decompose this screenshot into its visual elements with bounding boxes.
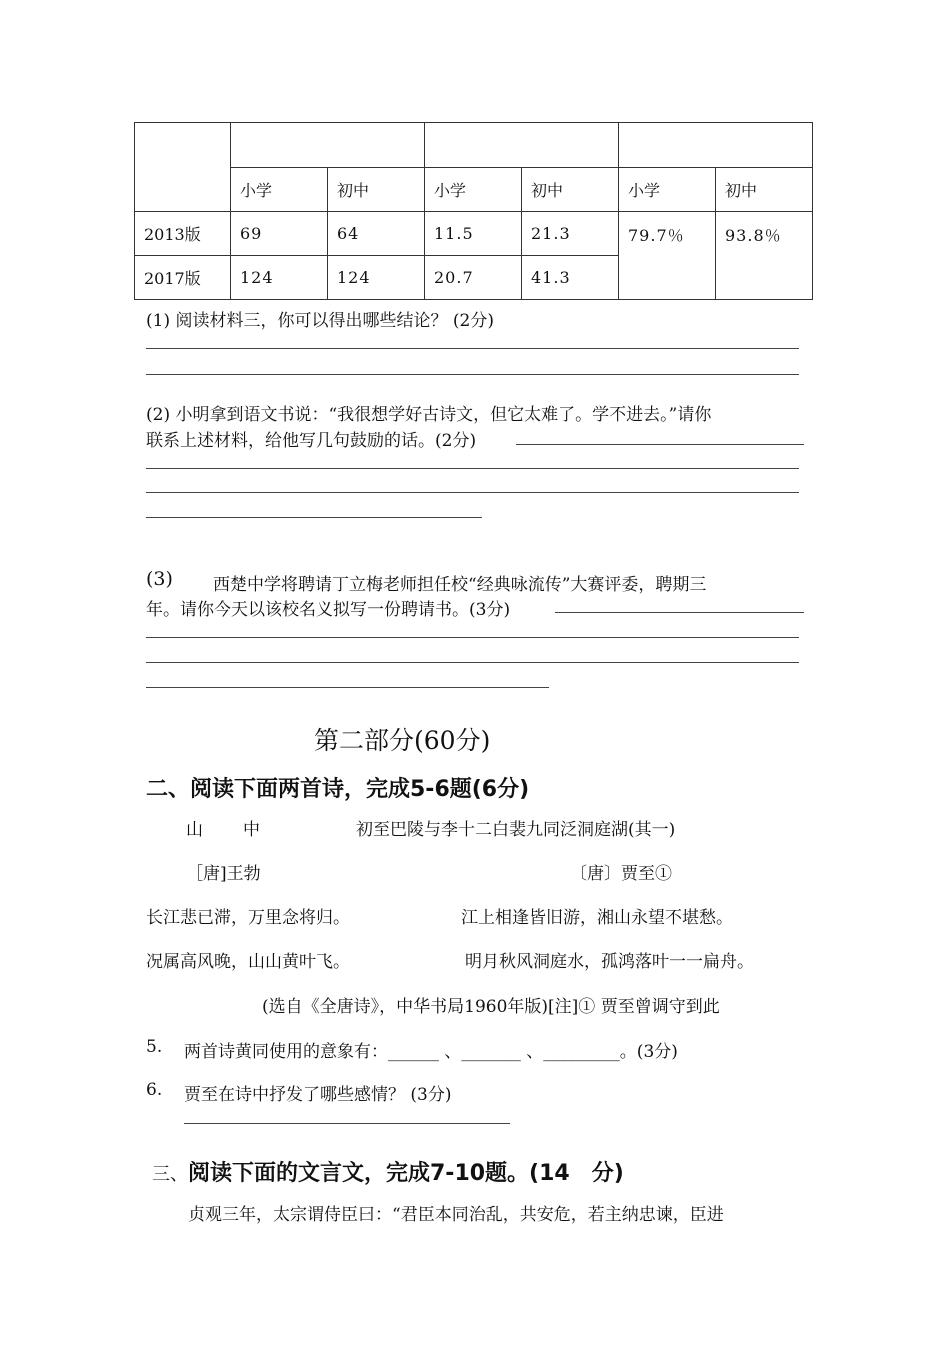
answer-line[interactable] — [146, 637, 799, 638]
part-title: 第二部分(60分) — [314, 726, 491, 755]
question-5: 两首诗黄同使用的意象有：______ 、_______ 、_________。(3分) — [184, 1042, 678, 1062]
answer-line[interactable] — [184, 1123, 510, 1124]
passage-line: 贞观三年，太宗谓侍臣曰：“君臣本同治乱，共安危，若主纳忠谏，臣进 — [188, 1205, 724, 1225]
question-3-line1: 西楚中学将聘请丁立梅老师担任校“经典咏流传”大赛评委，聘期三 — [213, 575, 707, 595]
question-1: (1) 阅读材料三，你可以得出哪些结论？ (2分) — [146, 311, 494, 331]
answer-line[interactable] — [146, 468, 799, 469]
table-group-header — [231, 123, 425, 168]
table-cell: 21.3 — [522, 212, 619, 256]
table-merged-cell: 79.7％ — [619, 212, 716, 300]
table-row-label: 2017版 — [135, 256, 231, 300]
table-corner-cell — [135, 123, 231, 212]
table-cell: 124 — [328, 256, 425, 300]
table-subheader: 小学 — [619, 168, 716, 212]
table-cell: 69 — [231, 212, 328, 256]
answer-line[interactable] — [146, 348, 799, 349]
table-cell: 20.7 — [425, 256, 522, 300]
stats-table — [134, 122, 813, 300]
table-subheader: 小学 — [425, 168, 522, 212]
section-3-title — [152, 1156, 624, 1187]
answer-line[interactable] — [146, 492, 799, 493]
answer-line[interactable] — [146, 517, 482, 518]
table-subheader-row — [135, 168, 813, 212]
poem1-line: 况属高风晚，山山黄叶飞。 — [146, 952, 350, 972]
answer-line[interactable] — [146, 662, 799, 663]
table-cell: 124 — [231, 256, 328, 300]
poem1-line: 长江悲已滞，万里念将归。 — [146, 908, 350, 928]
source-note: (选自《全唐诗》，中华书局1960年版)[注]① 贾至曾调守到此 — [262, 997, 720, 1017]
poem2-line: 江上相逢皆旧游，湘山永望不堪愁。 — [461, 908, 733, 928]
answer-line[interactable] — [555, 612, 804, 613]
table-group-header — [619, 123, 813, 168]
question-2-line1: (2) 小明拿到语文书说：“我很想学好古诗文，但它太难了。学不进去。”请你 — [146, 405, 712, 425]
question-5-number: 5. — [146, 1037, 163, 1057]
table-merged-cell: 93.8％ — [716, 212, 813, 300]
section-3-heading: 阅读下面的文言文，完成7-10题。(14 分) — [188, 1161, 624, 1186]
answer-line[interactable] — [516, 444, 804, 445]
section-3-prefix: 三、 — [152, 1164, 188, 1185]
section-2-title: 二、阅读下面两首诗，完成5-6题(6分) — [146, 777, 530, 802]
question-2-line2: 联系上述材料，给他写几句鼓励的话。(2分) — [146, 431, 477, 451]
question-6-number: 6. — [146, 1080, 163, 1100]
answer-line[interactable] — [146, 374, 799, 375]
table-cell: 41.3 — [522, 256, 619, 300]
poem1-title-char: 山 — [186, 820, 203, 840]
question-3-line2: 年。请你今天以该校名义拟写一份聘请书。(3分) — [146, 600, 511, 620]
table-group-header — [425, 123, 619, 168]
question-6: 贾至在诗中抒发了哪些感情？ (3分) — [184, 1085, 452, 1105]
question-3-number: (3) — [146, 568, 173, 590]
table-subheader: 初中 — [522, 168, 619, 212]
table-subheader: 初中 — [716, 168, 813, 212]
table-cell: 64 — [328, 212, 425, 256]
answer-line[interactable] — [146, 687, 549, 688]
poem2-title: 初至巴陵与李十二白裴九同泛洞庭湖(其一) — [356, 820, 676, 840]
poem2-line: 明月秋风洞庭水，孤鸿落叶一一扁舟。 — [465, 952, 754, 972]
poem1-author: ［唐]王勃 — [186, 864, 261, 884]
table-header-row — [135, 123, 813, 168]
poem1-title-char: 中 — [243, 820, 260, 840]
table-subheader: 初中 — [328, 168, 425, 212]
table-row-label: 2013版 — [135, 212, 231, 256]
table-subheader: 小学 — [231, 168, 328, 212]
table-row — [135, 212, 813, 256]
table-cell: 11.5 — [425, 212, 522, 256]
poem2-author: 〔唐〕贾至① — [570, 864, 672, 884]
